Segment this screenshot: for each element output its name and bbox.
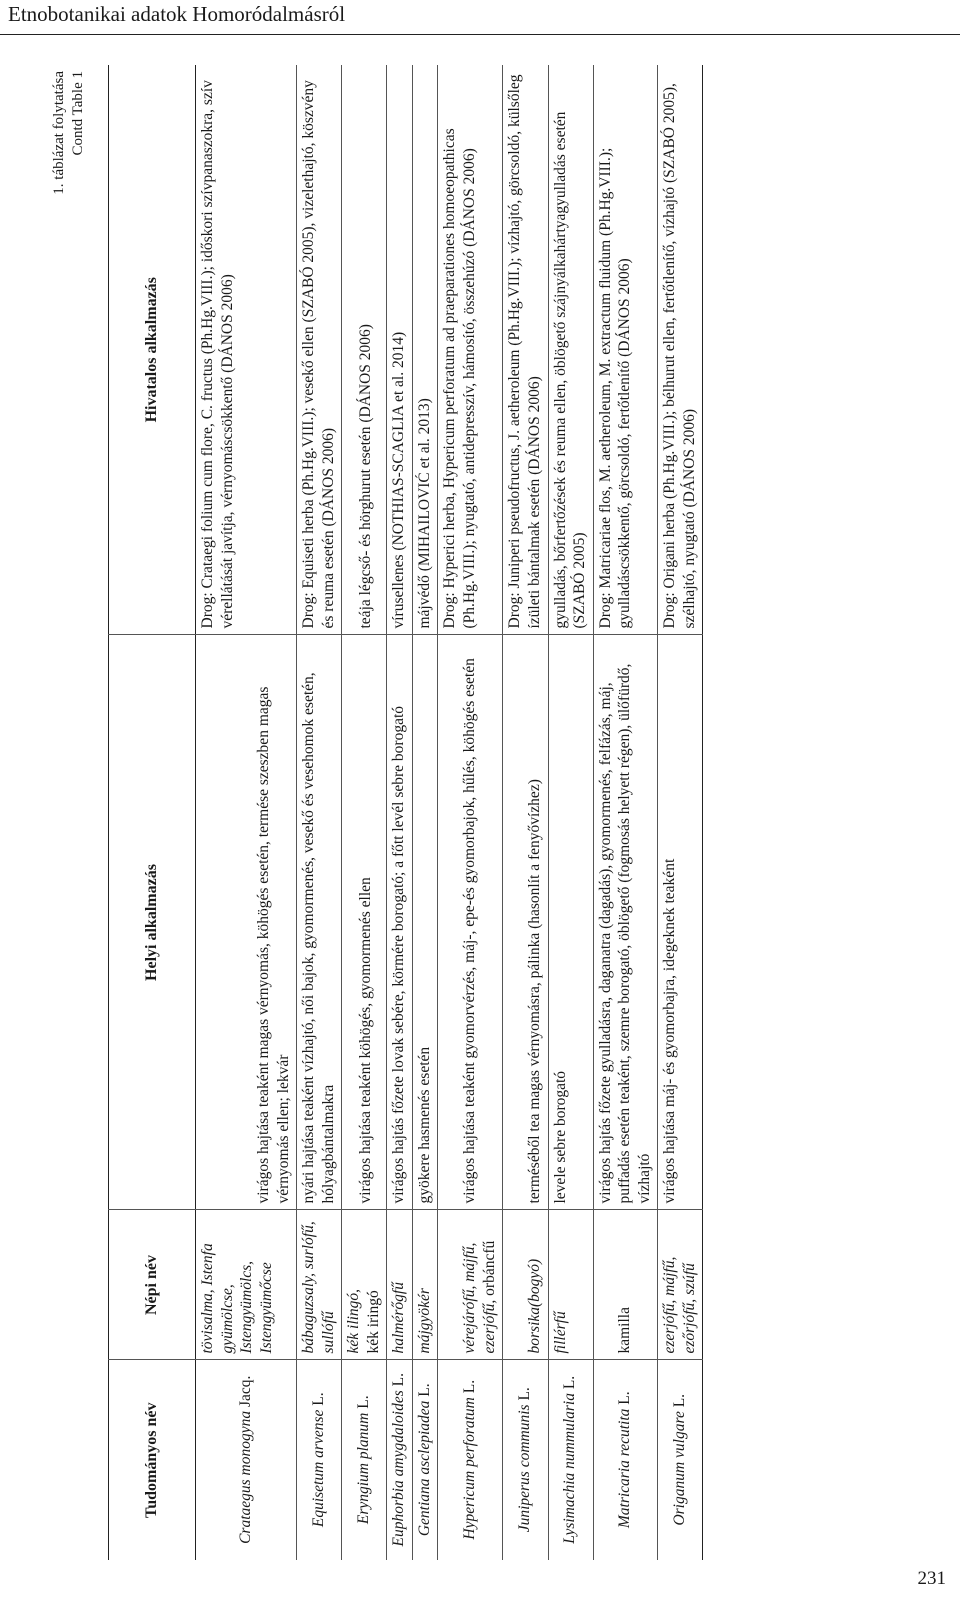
folk-name-upright: kamilla xyxy=(616,1307,633,1354)
scientific-name-cell xyxy=(412,1360,438,1560)
author: L. xyxy=(616,1391,633,1405)
folk-name-upright: kék iringó xyxy=(364,1290,382,1354)
local-use-cell: virágos hajtás főzete lovak sebére, körmére borogató; a főtt levél sebre borogató xyxy=(387,635,413,1210)
author: L. xyxy=(415,1383,433,1397)
author: Jacq. xyxy=(236,1375,254,1407)
folk-name-cell: borsika(bogyó) xyxy=(503,1210,549,1360)
folk-name-cell: tövisalma, Istenfa gyümölcse, Istengyümölcs, Istengyümőcse xyxy=(196,1210,297,1360)
scientific-name: Crataegus monogyna xyxy=(236,1410,254,1544)
folk-name-cell: májgyökér xyxy=(412,1210,438,1360)
local-use-cell: virágos hajtása teaként gyomorvérzés, máj-, epe-és gyomorbajok, hűlés, köhögés esetén xyxy=(438,635,503,1210)
author: L. xyxy=(460,1379,478,1394)
scientific-name: Origanum vulgare xyxy=(670,1411,688,1526)
author: L. xyxy=(309,1392,327,1406)
official-use-cell: Drog: Matricariae flos, M. aetheroleum, M. extractum fluidum (Ph.Hg.VIII.); gyulladáscsökkentő, görcsoldó, fertőtlenítő (DÁNOS 2006) xyxy=(593,65,658,635)
folk-name-cell: fillérfű xyxy=(548,1210,593,1360)
folk-name-cell xyxy=(593,1210,658,1360)
author: L. xyxy=(670,1393,688,1408)
official-use-cell: Drog: Crataegi folium cum flore, C. fructus (Ph.Hg.VIII.); időskori szívpanaszokra, szív vérellátását javítja, vérnyomáscsökkentő (DÁNOS 2006) xyxy=(196,65,297,635)
page-number: 231 xyxy=(917,1568,946,1589)
official-use-cell: Drog: Hyperici herba, Hypericum perforatum ad praeparationes homoeopathicas (Ph.Hg.VIII.); nyugtató, antidepresszív, hámosító, összehúzó (DÁNOS 2006) xyxy=(438,65,503,635)
folk-name-upright: orbáncfű xyxy=(480,1240,498,1296)
scientific-name-cell xyxy=(196,1360,297,1560)
scientific-name: Lysimachia nummularia xyxy=(561,1393,579,1544)
folk-name-italic: vérejárófű, májfű, ezerjófű, xyxy=(461,1242,498,1354)
scientific-name-cell xyxy=(593,1360,658,1560)
local-use-cell: virágos hajtás főzete gyulladásra, daganatra (dagadás), gyomormenés, felfázás, máj, puffadás esetén teaként, szemre borogató, öblögető (fogmosás helyett régen), ülőfürdő, vízhajtó xyxy=(593,635,658,1210)
header-rule xyxy=(0,34,960,35)
folk-name-cell: halmérőgfű xyxy=(387,1210,413,1360)
scientific-name-cell xyxy=(342,1360,387,1560)
official-use-cell: teája légcső- és hörghurut esetén (DÁNOS 2006) xyxy=(342,65,387,635)
local-use-cell: virágos hajtása máj- és gyomorbajra, idegeknek teaként xyxy=(658,635,703,1210)
scientific-name-cell xyxy=(503,1360,549,1560)
table-row xyxy=(503,65,549,1560)
rotated-table-region xyxy=(50,65,940,1560)
scientific-name: Euphorbia amygdaloides xyxy=(390,1390,407,1547)
local-use-cell: nyári hajtása teaként vízhajtó, női bajok, gyomormenés, vesekő és vesehomok esetén, hólyagbántalmakra xyxy=(297,635,342,1210)
table-header-row xyxy=(109,65,196,1560)
author: L. xyxy=(354,1395,372,1409)
scientific-name: Juniperus communis xyxy=(516,1404,533,1533)
local-use-cell: terméséből tea magas vérnyomásra, pálinka (hasonlít a fenyővízhez) xyxy=(503,635,549,1210)
table-row xyxy=(297,65,342,1560)
caption-hu: 1. táblázat folytatása xyxy=(51,71,67,195)
scientific-name-cell xyxy=(438,1360,503,1560)
col-header-nepi: Népi név xyxy=(109,1210,196,1360)
table-row xyxy=(438,65,503,1560)
table-row xyxy=(548,65,593,1560)
table-row xyxy=(593,65,658,1560)
table-row xyxy=(342,65,387,1560)
scientific-name-cell xyxy=(387,1360,413,1560)
official-use-cell: Drog: Equiseti herba (Ph.Hg.VIII.); vesekő ellen (SZABÓ 2005), vizelethajtó, köszvény és reuma esetén (DÁNOS 2006) xyxy=(297,65,342,635)
local-use-cell: virágos hajtása teaként köhögés, gyomormenés ellen xyxy=(342,635,387,1210)
col-header-tudomanyos: Tudományos név xyxy=(143,1402,161,1518)
official-use-cell: vírusellenes (NOTHIAS-SCAGLIA et al. 2014) xyxy=(387,65,413,635)
official-use-cell: Drog: Juniperi pseudofructus, J. aetheroleum (Ph.Hg.VIII.); vízhajtó, görcsoldó, külsőleg ízületi bántalmak esetén (DÁNOS 2006) xyxy=(503,65,549,635)
scientific-name: Matricaria recutita xyxy=(616,1408,633,1529)
running-head: Etnobotanikai adatok Homoródalmásról xyxy=(8,2,346,26)
official-use-cell: májvédő (MIHAILOVIĆ et al. 2013) xyxy=(412,65,438,635)
folk-name-cell xyxy=(438,1210,503,1360)
scientific-name-cell xyxy=(297,1360,342,1560)
local-use-cell: virágos hajtása teaként magas vérnyomás, köhögés esetén, termése szeszben magas vérnyomás ellen; lekvár xyxy=(196,635,297,1210)
col-header-hivatalos: Hivatalos alkalmazás xyxy=(109,65,196,635)
ethnobotany-table xyxy=(108,65,703,1560)
scientific-name: Hypericum perforatum xyxy=(460,1397,478,1540)
folk-name-cell xyxy=(342,1210,387,1360)
official-use-cell: Drog: Origani herba (Ph.Hg.VIII.); bélhurut ellen, fertőtlenítő, vízhajtó (SZABÓ 2005), szélhajtó, nyugtató (DÁNOS 2006) xyxy=(658,65,703,635)
col-header-helyi: Helyi alkalmazás xyxy=(109,635,196,1210)
author: L. xyxy=(390,1373,407,1387)
scientific-name: Eryngium planum xyxy=(354,1412,372,1525)
local-use-cell: levele sebre borogató xyxy=(548,635,593,1210)
folk-name-italic: kék ilingó, xyxy=(345,1288,362,1354)
official-use-cell: gyulladás, bőrfertőzések és reuma ellen, öblögető szájnyálkahártyagyulladás esetén (SZABÓ 2005) xyxy=(548,65,593,635)
scientific-name: Gentiana asclepiadea xyxy=(415,1400,433,1537)
caption-en: Contd Table 1 xyxy=(70,71,86,156)
table-row xyxy=(412,65,438,1560)
scientific-name-cell xyxy=(658,1360,703,1560)
table-row xyxy=(387,65,413,1560)
local-use-cell: gyökere hasmenés esetén xyxy=(412,635,438,1210)
scientific-name: Equisetum arvense xyxy=(309,1409,327,1528)
folk-name-cell: ezerjófű, májfű, ezőrjófű, szúfű xyxy=(658,1210,703,1360)
table-caption xyxy=(50,71,88,195)
author: L. xyxy=(561,1375,579,1390)
author: L. xyxy=(516,1387,533,1401)
scientific-name-cell xyxy=(548,1360,593,1560)
table-row xyxy=(196,65,297,1560)
table-row xyxy=(658,65,703,1560)
folk-name-cell: bábaguzsaly, surlófű, sullófű xyxy=(297,1210,342,1360)
